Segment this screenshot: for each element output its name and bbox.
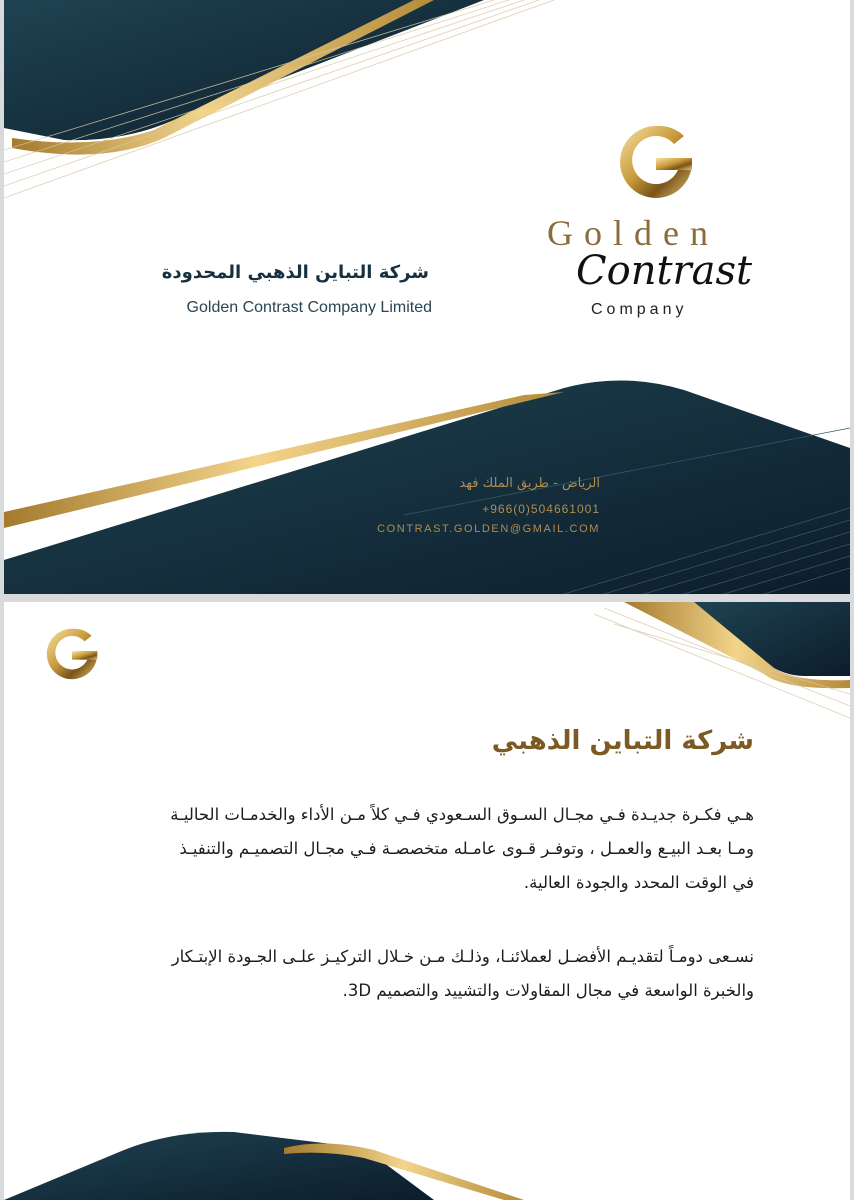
paragraph-line: نسـعى دومـاً لتقديـم الأفضـل لعملائنـا، وذلـك مـن خـلال التركيـز علـى الجـودة الإبتـكار — [171, 947, 754, 966]
brand-word-company: Company — [591, 301, 688, 318]
company-profile-page — [4, 602, 850, 1200]
paragraph-mission — [64, 940, 754, 1008]
company-name-arabic: شركة التباين الذهبي المحدودة — [161, 262, 429, 283]
paragraph-line: والخبرة الواسعة في مجال المقاولات والتشييد والتصميم 3D. — [342, 981, 754, 1000]
paragraph-line: في الوقت المحدد والجودة العالية. — [523, 873, 754, 892]
g-monogram-icon — [616, 122, 696, 202]
contact-phone: +966(0)504661001 — [482, 502, 600, 516]
paragraph-line: هـي فكـرة جديـدة فـي مجـال السـوق السـعودي فـي كلاً مـن الأداء والخدمـات الحاليـة — [170, 805, 754, 824]
profile-title: شركة التباين الذهبي — [491, 726, 754, 756]
contact-address: الرياض - طريق الملك فهد — [459, 476, 600, 491]
profile-decoration — [4, 602, 850, 1200]
business-card — [4, 0, 850, 594]
g-monogram-icon — [44, 626, 100, 682]
company-name-english: Golden Contrast Company Limited — [186, 299, 432, 316]
brand-word-golden: Golden — [547, 213, 719, 253]
contact-email: CONTRAST.GOLDEN@GMAIL.COM — [377, 523, 600, 535]
paragraph-intro — [64, 798, 754, 900]
paragraph-line: ومـا بعـد البيـع والعمـل ، وتوفـر قـوى عامـله متخصصـة فـي مجـال التصميـم والتنفيـذ — [179, 839, 754, 858]
brand-word-contrast: Contrast — [576, 248, 753, 294]
